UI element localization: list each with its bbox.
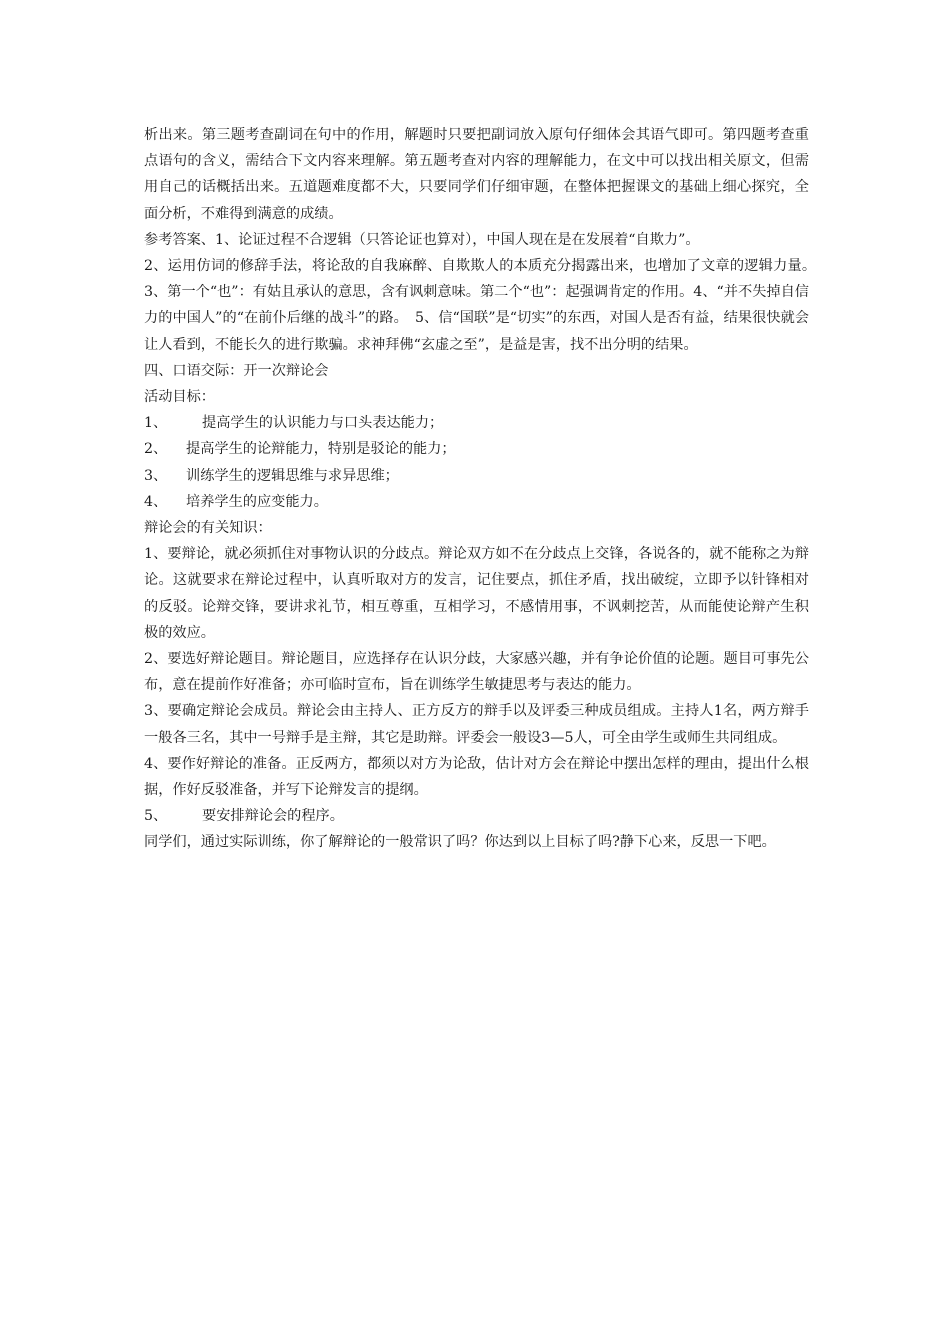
goal-item — [144, 489, 809, 515]
knowledge-paragraph: 3、要确定辩论会成员。辩论会由主持人、正方反方的辩手以及评委三种成员组成。主持人1名，两方辩手一般各三名，其中一号辩手是主辩，其它是助辩。评委会一般设3—5人，可全由学生或师生共同组成。 — [144, 703, 809, 746]
goal-text: 提高学生的论辩能力，特别是驳论的能力； — [186, 441, 456, 458]
section-heading: 四、口语交际：开一次辩论会 — [144, 362, 329, 379]
answer-paragraph: 2、运用仿词的修辞手法，将论敌的自我麻醉、自欺欺人的本质充分揭露出来，也增加了文章的逻辑力量。 3、第一个“也”：有姑且承认的意思，含有讽刺意味。第二个“也”：起强调肯定的作用。4、“并不失掉自信力的中国人”的“在前仆后继的战斗”的路。 5、信“国联”是“切实”的东西，对国人是否有益，结果很快就会让人看到，不能长久的进行欺骗。求神拜佛“玄虚之至”，是益是害，找不出分明的结果。 — [144, 258, 824, 353]
item-number: 5、 — [144, 808, 168, 825]
answer-line-1: 参考答案、1、论证过程不合逻辑（只答论证也算对），中国人现在是在发展着“自欺力”。 — [144, 231, 700, 248]
intro-paragraph: 析出来。第三题考查副词在句中的作用，解题时只要把副词放入原句仔细体会其语气即可。第四题考查重点语句的含义，需结合下文内容来理解。第五题考查对内容的理解能力，在文中可以找出相关原文，但需用自己的话概括出来。五道题难度都不大，只要同学们仔细审题，在整体把握课文的基础上细心探究，全面分析，不难得到满意的成绩。 — [144, 127, 809, 222]
goals-heading: 活动目标： — [144, 389, 215, 406]
goal-text: 培养学生的应变能力。 — [186, 493, 328, 510]
goal-text: 提高学生的认识能力与口头表达能力； — [202, 415, 444, 432]
document-page — [144, 122, 824, 856]
knowledge-paragraph: 1、要辩论，就必须抓住对事物认识的分歧点。辩论双方如不在分歧点上交锋，各说各的，就不能称之为辩论。这就要求在辩论过程中，认真听取对方的发言，记住要点，抓住矛盾，找出破绽，立即予以针锋相对的反驳。论辩交锋，要讲求礼节，相互尊重，互相学习，不感情用事，不讽刺挖苦，从而能使论辩产生积极的效应。 — [144, 546, 809, 641]
goal-number: 3、 — [144, 467, 168, 484]
goal-number: 1、 — [144, 415, 168, 432]
goal-item — [144, 410, 809, 436]
item-text: 要安排辩论会的程序。 — [202, 808, 344, 825]
knowledge-paragraph: 2、要选好辩论题目。辩论题目，应选择存在认识分歧，大家感兴趣，并有争论价值的论题。题目可事先公布，意在提前作好准备；亦可临时宣布，旨在训练学生敏捷思考与表达的能力。 — [144, 651, 809, 694]
goal-number: 2、 — [144, 441, 168, 458]
goal-number: 4、 — [144, 493, 168, 510]
knowledge-item-5 — [144, 803, 809, 829]
goal-item — [144, 463, 809, 489]
closing-paragraph: 同学们，通过实际训练，你了解辩论的一般常识了吗？你达到以上目标了吗?静下心来，反思一下吧。 — [144, 834, 776, 851]
goal-text: 训练学生的逻辑思维与求异思维； — [186, 467, 399, 484]
knowledge-paragraph: 4、要作好辩论的准备。正反两方，都须以对方为论敌，估计对方会在辩论中摆出怎样的理由，提出什么根据，作好反驳准备，并写下论辩发言的提纲。 — [144, 755, 809, 799]
knowledge-heading: 辩论会的有关知识： — [144, 520, 272, 537]
goal-item — [144, 436, 809, 462]
